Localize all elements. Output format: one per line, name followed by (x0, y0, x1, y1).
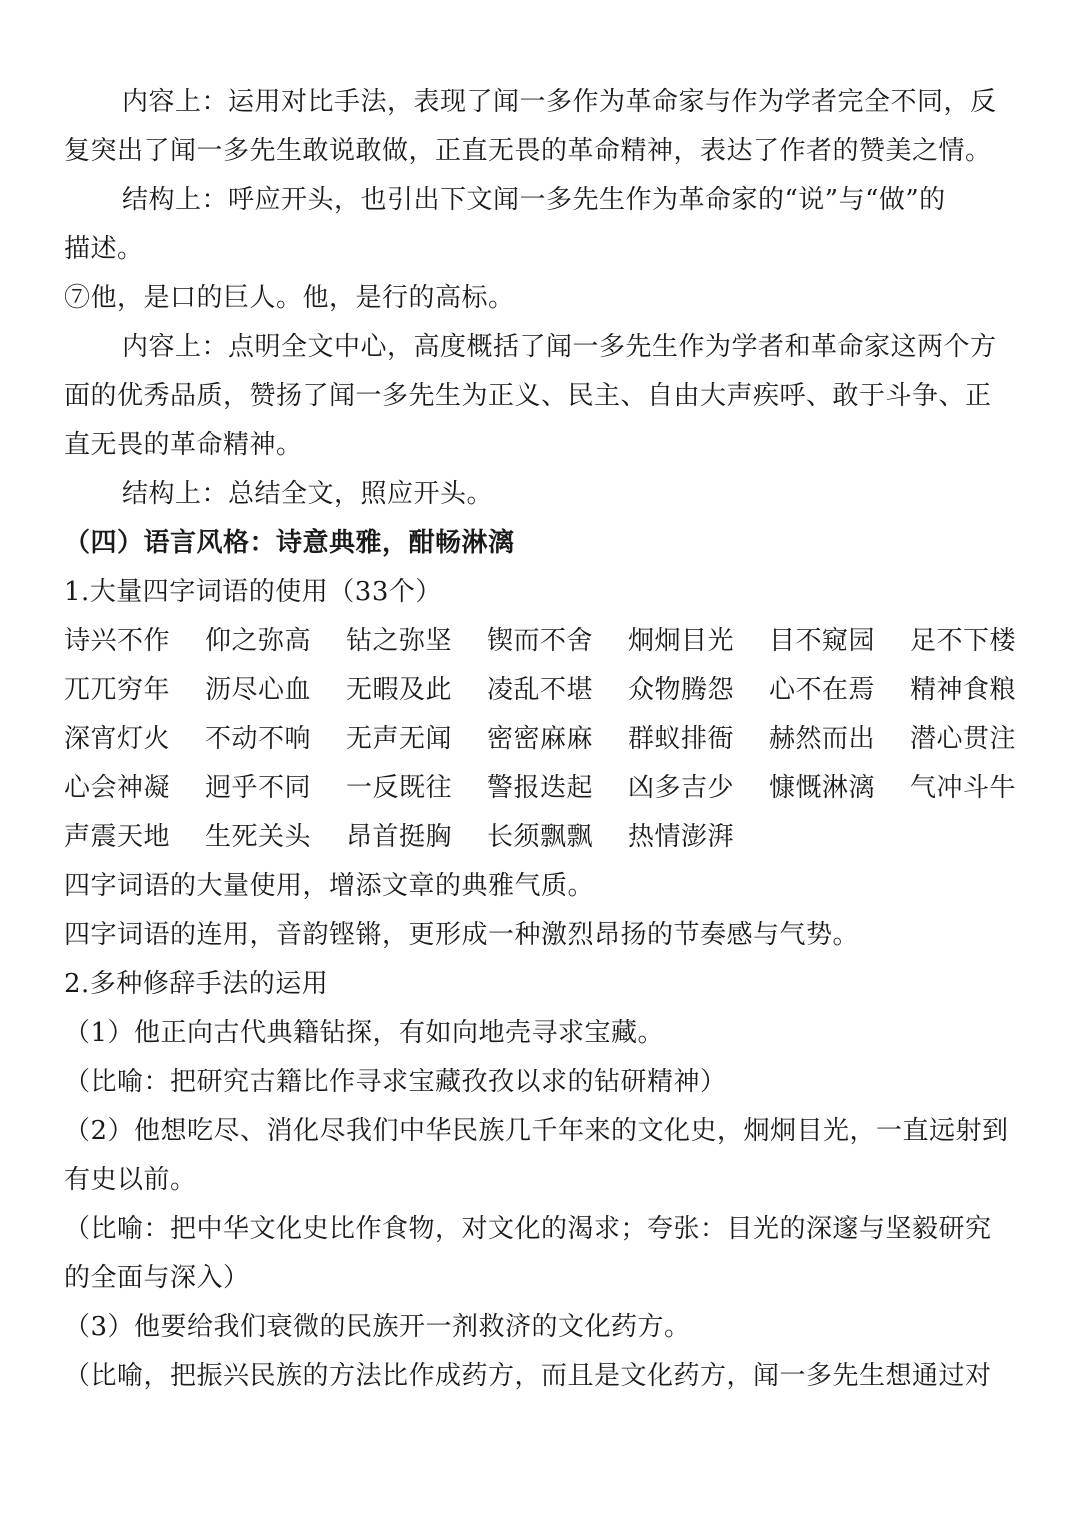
text-line: 复突出了闻一多先生敢说敢做，正直无畏的革命精神，表达了作者的赞美之情。 (64, 136, 992, 166)
text-line: 内容上：运用对比手法，表现了闻一多作为革命家与作为学者完全不同，反 (122, 87, 997, 117)
text-line: （比喻，把振兴民族的方法比作成药方，而且是文化药方，闻一多先生想通过对 (64, 1361, 992, 1391)
text-line: 面的优秀品质，赞扬了闻一多先生为正义、民主、自由大声疾呼、敢于斗争、正 (64, 381, 992, 411)
text-line: 结构上：总结全文，照应开头。 (122, 479, 494, 509)
idiom-item: 目不窥园 (769, 626, 876, 656)
paragraph-block-bottom (64, 862, 1028, 1401)
idiom-item: 心不在焉 (769, 675, 876, 705)
idiom-item: 心会神凝 (64, 773, 171, 803)
text-line: 描述。 (64, 234, 144, 264)
idiom-item: 群蚁排衙 (628, 724, 735, 754)
text-line: 四字词语的连用，音韵铿锵，更形成一种激烈昂扬的节奏感与气势。 (64, 920, 860, 950)
item-1-title: 1.大量四字词语的使用（33个） (64, 577, 442, 607)
idiom-item: 无声无闻 (346, 724, 453, 754)
text-line: 内容上：点明全文中心，高度概括了闻一多先生作为学者和革命家这两个方 (122, 332, 997, 362)
idiom-item: 一反既往 (346, 773, 453, 803)
idiom-item: 众物腾怨 (628, 675, 735, 705)
idiom-item: 长须飘飘 (487, 822, 594, 852)
idiom-item: 警报迭起 (487, 773, 594, 803)
idiom-item: 兀兀穷年 (64, 675, 171, 705)
text-line: （比喻：把中华文化史比作食物，对文化的渴求；夸张：目光的深邃与坚毅研究 (64, 1214, 992, 1244)
text-line: 结构上：呼应开头，也引出下文闻一多先生作为革命家的“说”与“做”的 (122, 185, 946, 215)
idiom-item: 密密麻麻 (487, 724, 594, 754)
text-line: 2.多种修辞手法的运用 (64, 969, 329, 999)
idiom-item: 热情澎湃 (628, 822, 735, 852)
text-line: ⑦他，是口的巨人。他，是行的高标。 (64, 283, 515, 313)
idiom-item: 深宵灯火 (64, 724, 171, 754)
idiom-item: 气冲斗牛 (910, 773, 1017, 803)
text-line: 有史以前。 (64, 1165, 197, 1195)
idiom-item: 炯炯目光 (628, 626, 735, 656)
text-line: 直无畏的革命精神。 (64, 430, 303, 460)
idiom-item: 钻之弥坚 (346, 626, 453, 656)
idiom-item: 慷慨淋漓 (769, 773, 876, 803)
idiom-grid (64, 617, 1028, 862)
idiom-item: 赫然而出 (769, 724, 876, 754)
text-line: （3）他要给我们衰微的民族开一剂救济的文化药方。 (64, 1312, 691, 1342)
idiom-item: 无暇及此 (346, 675, 453, 705)
idiom-item: 仰之弥高 (205, 626, 312, 656)
idiom-item: 沥尽心血 (205, 675, 312, 705)
idiom-item: 潜心贯注 (910, 724, 1017, 754)
idiom-item: 不动不响 (205, 724, 312, 754)
idiom-item: 锲而不舍 (487, 626, 594, 656)
text-line: 四字词语的大量使用，增添文章的典雅气质。 (64, 871, 595, 901)
text-line: （比喻：把研究古籍比作寻求宝藏孜孜以求的钻研精神） (64, 1067, 727, 1097)
text-line: 的全面与深入） (64, 1263, 250, 1293)
idiom-item: 足不下楼 (910, 626, 1017, 656)
idiom-item: 凌乱不堪 (487, 675, 594, 705)
text-line: （1）他正向古代典籍钻探，有如向地壳寻求宝藏。 (64, 1018, 665, 1048)
text-line: （2）他想吃尽、消化尽我们中华民族几千年来的文化史，炯炯目光，一直远射到 (64, 1116, 1009, 1146)
idiom-item: 生死关头 (205, 822, 312, 852)
section-heading: （四）语言风格：诗意典雅，酣畅淋漓 (64, 528, 515, 558)
idiom-item: 精神食粮 (910, 675, 1017, 705)
paragraph-block-top (64, 78, 1028, 519)
idiom-item: 昂首挺胸 (346, 822, 453, 852)
idiom-item: 凶多吉少 (628, 773, 735, 803)
idiom-item: 声震天地 (64, 822, 171, 852)
idiom-item: 诗兴不作 (64, 626, 171, 656)
idiom-item: 迥乎不同 (205, 773, 312, 803)
